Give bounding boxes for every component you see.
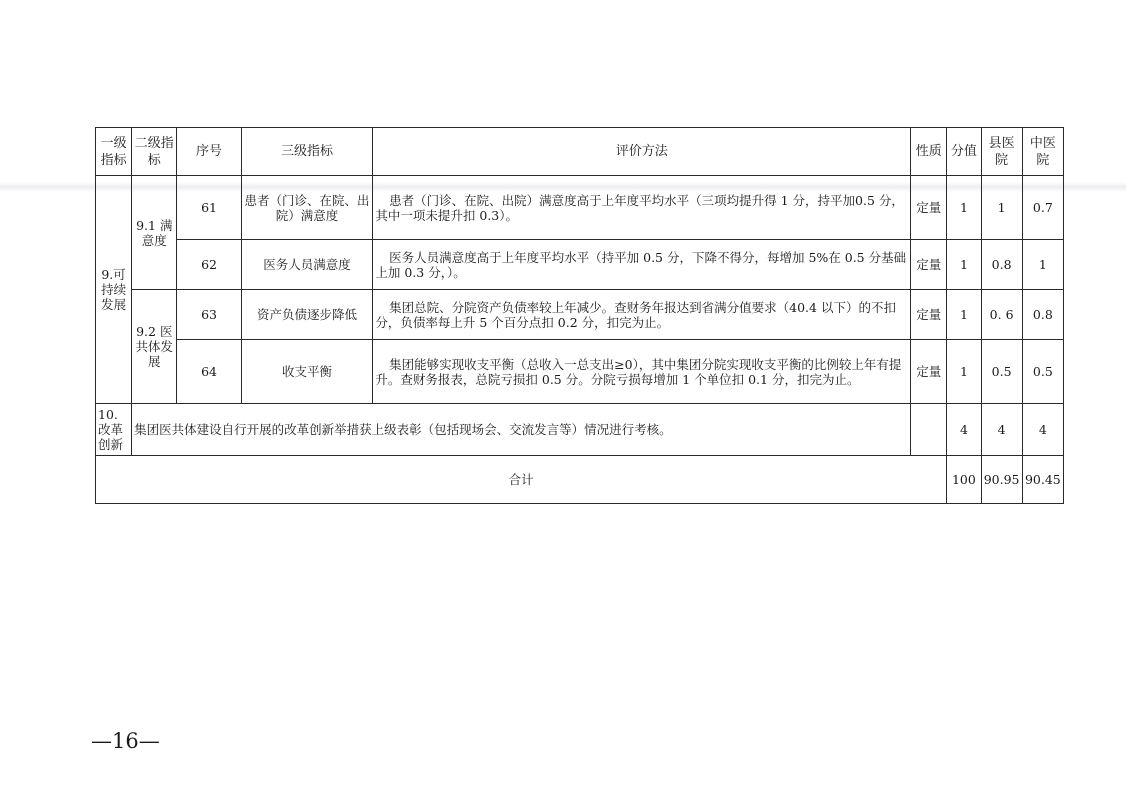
county-cell: 0.5 bbox=[981, 340, 1022, 404]
level1-cell: 9.可持续发展 bbox=[96, 176, 132, 404]
table-row bbox=[96, 290, 1064, 340]
nature-cell: 定量 bbox=[911, 290, 947, 340]
method-cell bbox=[373, 290, 911, 340]
level3-cell: 医务人员满意度 bbox=[241, 240, 373, 290]
serial-cell: 61 bbox=[177, 176, 241, 240]
header-county-hospital: 县医院 bbox=[981, 128, 1022, 176]
total-county: 90.95 bbox=[981, 456, 1022, 504]
serial-cell: 64 bbox=[177, 340, 241, 404]
header-level2: 二级指标 bbox=[132, 128, 177, 176]
level3-cell: 资产负债逐步降低 bbox=[241, 290, 373, 340]
level3-cell: 患者（门诊、在院、出院）满意度 bbox=[241, 176, 373, 240]
level2-cell: 9.2 医共体发展 bbox=[132, 290, 177, 404]
table-row-reform bbox=[96, 404, 1064, 456]
method-cell bbox=[373, 176, 911, 240]
tcm-cell: 4 bbox=[1022, 404, 1063, 456]
method-text: 医务人员满意度高于上年度平均水平（持平加 0.5 分，下降不得分，每增加 5%在 0.5 分基础上加 0.3 分，）。 bbox=[375, 249, 907, 280]
table-header-row bbox=[96, 128, 1064, 176]
page-number: —16— bbox=[91, 729, 160, 753]
header-level3: 三级指标 bbox=[241, 128, 373, 176]
score-cell: 1 bbox=[947, 290, 981, 340]
table-total-row bbox=[96, 456, 1064, 504]
method-cell bbox=[373, 340, 911, 404]
nature-cell: 定量 bbox=[911, 176, 947, 240]
method-text: 患者（门诊、在院、出院）满意度高于上年度平均水平（三项均提升得 1 分，持平加0.5 分，其中一项未提升扣 0.3）。 bbox=[375, 192, 904, 223]
score-cell: 1 bbox=[947, 240, 981, 290]
header-method: 评价方法 bbox=[373, 128, 911, 176]
county-cell: 4 bbox=[981, 404, 1022, 456]
county-cell: 1 bbox=[981, 176, 1022, 240]
tcm-cell: 0.8 bbox=[1022, 290, 1063, 340]
method-cell bbox=[373, 240, 911, 290]
tcm-cell: 0.5 bbox=[1022, 340, 1063, 404]
header-score: 分值 bbox=[947, 128, 981, 176]
score-cell: 1 bbox=[947, 176, 981, 240]
serial-cell: 62 bbox=[177, 240, 241, 290]
method-cell bbox=[132, 404, 911, 456]
score-cell: 4 bbox=[947, 404, 981, 456]
total-score: 100 bbox=[947, 456, 981, 504]
level3-cell: 收支平衡 bbox=[241, 340, 373, 404]
method-text: 集团医共体建设自行开展的改革创新举措获上级表彰（包括现场会、交流发言等）情况进行考核。 bbox=[134, 422, 672, 437]
level1-cell: 10. 改革 创新 bbox=[96, 404, 132, 456]
county-cell: 0. 6 bbox=[981, 290, 1022, 340]
header-level1: 一级指标 bbox=[96, 128, 132, 176]
method-text: 集团能够实现收支平衡（总收入一总支出≥0），其中集团分院实现收支平衡的比例较上年有提升。查财务报表，总院亏损扣 0.5 分。分院亏损每增加 1 个单位扣 0.1 分，扣完为止。 bbox=[375, 356, 902, 387]
header-nature: 性质 bbox=[911, 128, 947, 176]
serial-cell: 63 bbox=[177, 290, 241, 340]
score-cell: 1 bbox=[947, 340, 981, 404]
level2-cell: 9.1 满意度 bbox=[132, 176, 177, 290]
evaluation-table bbox=[95, 127, 1064, 504]
nature-cell: 定量 bbox=[911, 240, 947, 290]
table-row bbox=[96, 340, 1064, 404]
header-tcm-hospital: 中医院 bbox=[1022, 128, 1063, 176]
tcm-cell: 0.7 bbox=[1022, 176, 1063, 240]
total-label: 合计 bbox=[96, 456, 947, 504]
method-text: 集团总院、分院资产负债率较上年减少。查财务年报达到省满分值要求（40.4 以下）的不扣分，负债率每上升 5 个百分点扣 0.2 分，扣完为止。 bbox=[375, 299, 896, 330]
header-serial: 序号 bbox=[177, 128, 241, 176]
nature-cell bbox=[911, 404, 947, 456]
table-row bbox=[96, 176, 1064, 240]
tcm-cell: 1 bbox=[1022, 240, 1063, 290]
nature-cell: 定量 bbox=[911, 340, 947, 404]
county-cell: 0.8 bbox=[981, 240, 1022, 290]
table-row bbox=[96, 240, 1064, 290]
total-tcm: 90.45 bbox=[1022, 456, 1063, 504]
